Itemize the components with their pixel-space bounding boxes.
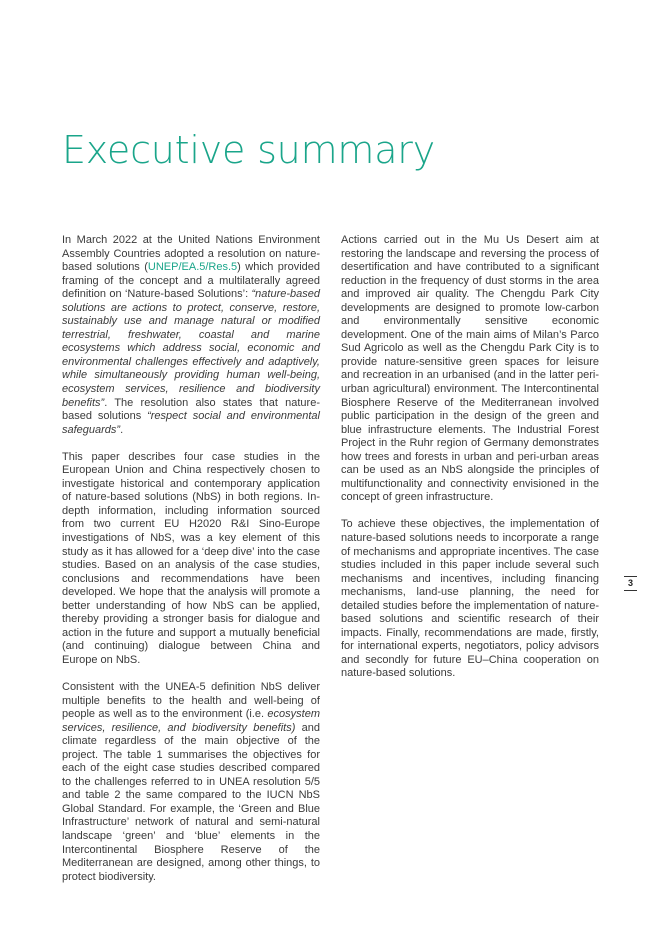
paragraph-benefits [62, 681, 320, 884]
paragraph-unea-resolution [62, 234, 320, 437]
text-segment: . The resolution also states that nature-based solutions [62, 396, 320, 423]
resolution-link[interactable]: UNEP/EA.5/Res.5 [147, 261, 238, 274]
paragraph-objectives: To achieve these objectives, the implementation of nature-based solutions needs to incorporate a range of mechanisms and appropriate incentives. The case studies included in this paper include several such mechanisms and incentives, including financing mechanisms, land-use planning, the need for detailed studies before the implementation of nature-based solutions and scientific research of their impacts. Finally, recommendations are made, firstly, for international experts, negotiators, policy advisors and secondly for future EU–China cooperation on nature-based solutions. [341, 518, 599, 680]
text-segment: . [120, 423, 124, 436]
benefits-emphasis: ecosystem services, resilience, and biodiversity benefits) [62, 708, 320, 734]
text-segment: In March 2022 at the United Nations Environment Assembly Countries adopted a resolution on nature-based solutions ( [62, 234, 320, 274]
left-column [62, 234, 320, 898]
safeguards-quote: “respect social and environmental safeguards” [62, 410, 320, 436]
paragraph-case-examples: Actions carried out in the Mu Us Desert aim at restoring the landscape and reversing the process of desertification and have contributed to a significant reduction in the frequency of dust storms in the area and improved air quality. The Chengdu Park City developments are designed to promote low-carbon and environmentally sensitive economic development. One of the main aims of Milan’s Parco Sud Agricolo as well as the Chengdu Park City is to provide nature-sensitive green spaces for leisure and recreation in an urbanised (and in the latter peri-urban agricultural) environment. The Intercontinental Biosphere Reserve of the Mediterranean involved public participation in the design of the green and blue infrastructure elements. The Industrial Forest Project in the Ruhr region of Germany demonstrates how trees and forests in urban and peri-urban areas can be used as an NbS alongside the principles of multifunctionality and connectivity envisioned in the concept of green infrastructure. [341, 234, 599, 504]
definition-quote: “nature-based solutions are actions to protect, conserve, restore, sustainably use and manage natural or modified terrestrial, freshwater, coastal and marine ecosystems which address social, economic and environmental challenges effectively and adaptively, while simultaneously providing human well-being, ecosystem services, resilience and biodiversity benefits” [62, 288, 320, 409]
text-segment: ) which provided framing of the concept and a multilaterally agreed definition on ‘Nature-based Solutions’: [62, 261, 320, 301]
paragraph-case-studies: This paper describes four case studies in the European Union and China respectively chosen to investigate historical and contemporary application of nature-based solutions (NbS) in both regions. In-depth information, including information sourced from two current EU H2020 R&I Sino-Europe investigations of NbS, was a key element of this study as it has allowed for a ‘deep dive’ into the case studies. Based on an analysis of the case studies, conclusions and recommendations have been developed. We hope that the analysis will promote a better understanding of how NbS can be applied, thereby providing a stronger basis for dialogue and action in the future and support a mutually beneficial (and continuing) dialogue between China and Europe on NbS. [62, 450, 320, 666]
page-title: Executive summary [62, 128, 436, 172]
text-segment: and climate regardless of the main objective of the project. The table 1 summarises the objectives for each of the eight case studies described compared to the challenges referred to in UNEA resolution 5/5 and table 2 the same compared to the IUCN NbS Global Standard. For example, the ‘Green and Blue Infrastructure’ network of natural and semi-natural landscape ‘green’ and ‘blue’ elements in the Intercontinental Biosphere Reserve of the Mediterranean are designed, among other things, to protect biodiversity. [62, 721, 320, 883]
text-segment: Consistent with the UNEA-5 definition NbS deliver multiple benefits to the health and well-being of people as well as to the environment (i.e. [62, 680, 320, 721]
page-number: 3 [624, 576, 637, 591]
right-column [341, 234, 599, 695]
